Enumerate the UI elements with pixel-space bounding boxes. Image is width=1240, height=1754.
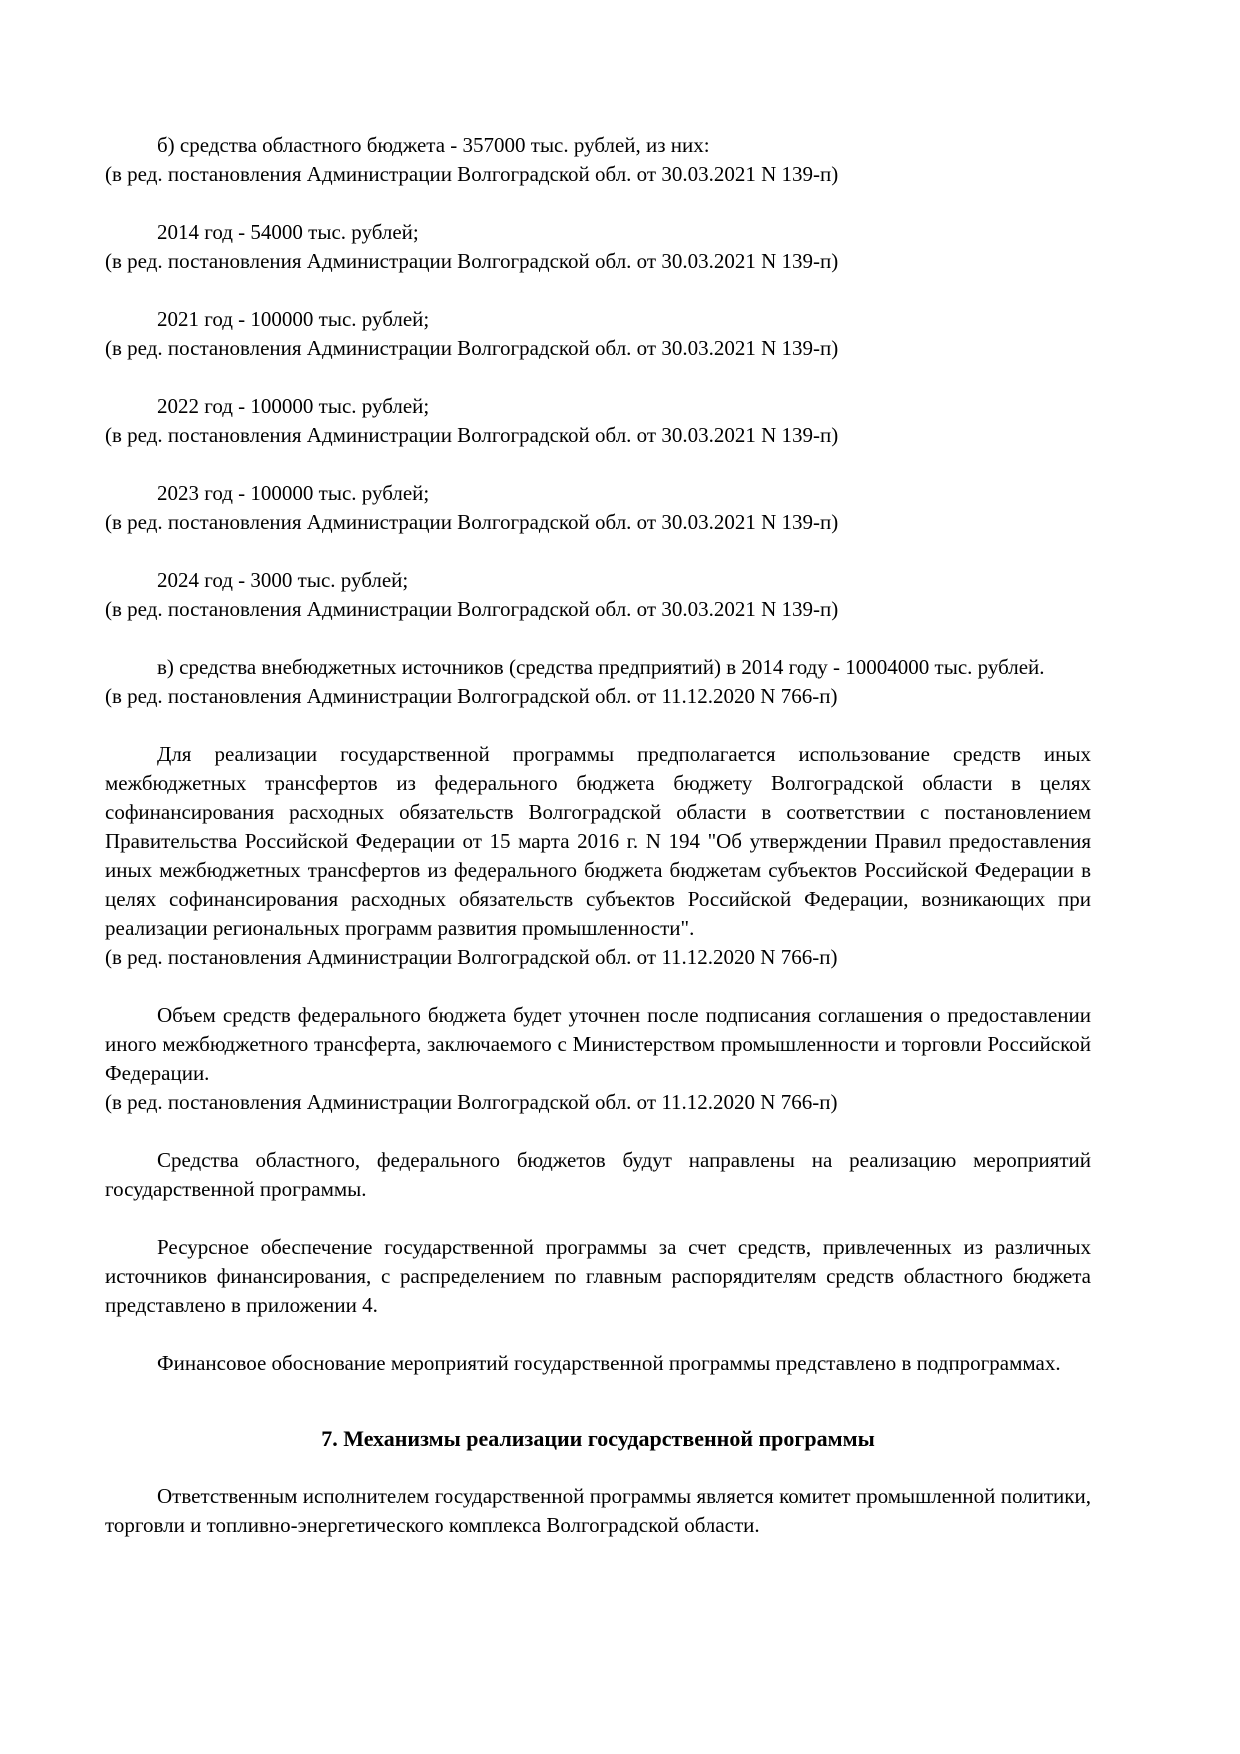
amendment-note: (в ред. постановления Администрации Волгоградской обл. от 30.03.2021 N 139-п) bbox=[105, 597, 839, 621]
amendment-note: (в ред. постановления Администрации Волгоградской обл. от 30.03.2021 N 139-п) bbox=[105, 249, 839, 273]
paragraph-federal-volume: Объем средств федерального бюджета будет уточнен после подписания соглашения о предоставлении иного межбюджетного трансферта, заключаемого с Министерством промышленности и торговли Российской Федерации. bbox=[105, 1003, 1091, 1085]
amendment-note: (в ред. постановления Администрации Волгоградской обл. от 30.03.2021 N 139-п) bbox=[105, 510, 839, 534]
paragraph-funds-usage: Средства областного, федерального бюджетов будут направлены на реализацию мероприятий государственной программы. bbox=[105, 1148, 1091, 1201]
paragraph-transfers: Для реализации государственной программы предполагается использование средств иных межбюджетных трансфертов из федерального бюджета бюджету Волгоградской области в целях софинансирования расходных обязательств Волгоградской области в соответствии с постановлением Правительства Российской Федерации от 15 марта 2016 г. N 194 "Об утверждении Правил предоставления иных межбюджетных трансфертов из федерального бюджета бюджетам субъектов Российской Федерации в целях софинансирования расходных обязательств субъектов Российской Федерации, возникающих при реализации региональных программ развития промышленности". bbox=[105, 742, 1091, 940]
budget-line-2014: 2014 год - 54000 тыс. рублей; bbox=[157, 220, 419, 244]
amendment-note: (в ред. постановления Администрации Волгоградской обл. от 11.12.2020 N 766-п) bbox=[105, 945, 838, 969]
amendment-note: (в ред. постановления Администрации Волгоградской обл. от 30.03.2021 N 139-п) bbox=[105, 162, 839, 186]
budget-line-2021: 2021 год - 100000 тыс. рублей; bbox=[157, 307, 430, 331]
budget-line-2023: 2023 год - 100000 тыс. рублей; bbox=[157, 481, 430, 505]
amendment-note: (в ред. постановления Администрации Волгоградской обл. от 30.03.2021 N 139-п) bbox=[105, 423, 839, 447]
budget-item-v: в) средства внебюджетных источников (средства предприятий) в 2014 году - 10004000 тыс. рублей. bbox=[157, 655, 1045, 679]
budget-line-2022: 2022 год - 100000 тыс. рублей; bbox=[157, 394, 430, 418]
paragraph-executor: Ответственным исполнителем государственной программы является комитет промышленной политики, торговли и топливно-энергетического комплекса Волгоградской области. bbox=[105, 1484, 1091, 1537]
amendment-note: (в ред. постановления Администрации Волгоградской обл. от 30.03.2021 N 139-п) bbox=[105, 336, 839, 360]
budget-item-b: б) средства областного бюджета - 357000 тыс. рублей, из них: bbox=[157, 133, 710, 157]
amendment-note: (в ред. постановления Администрации Волгоградской обл. от 11.12.2020 N 766-п) bbox=[105, 1090, 838, 1114]
budget-line-2024: 2024 год - 3000 тыс. рублей; bbox=[157, 568, 409, 592]
paragraph-justification: Финансовое обоснование мероприятий государственной программы представлено в подпрограммах. bbox=[157, 1351, 1061, 1375]
section-heading-7: 7. Механизмы реализации государственной программы bbox=[321, 1426, 875, 1451]
paragraph-resources: Ресурсное обеспечение государственной программы за счет средств, привлеченных из различных источников финансирования, с распределением по главным распорядителям средств областного бюджета представлено в приложении 4. bbox=[105, 1235, 1091, 1317]
document-body bbox=[105, 131, 1091, 1540]
amendment-note: (в ред. постановления Администрации Волгоградской обл. от 11.12.2020 N 766-п) bbox=[105, 684, 838, 708]
